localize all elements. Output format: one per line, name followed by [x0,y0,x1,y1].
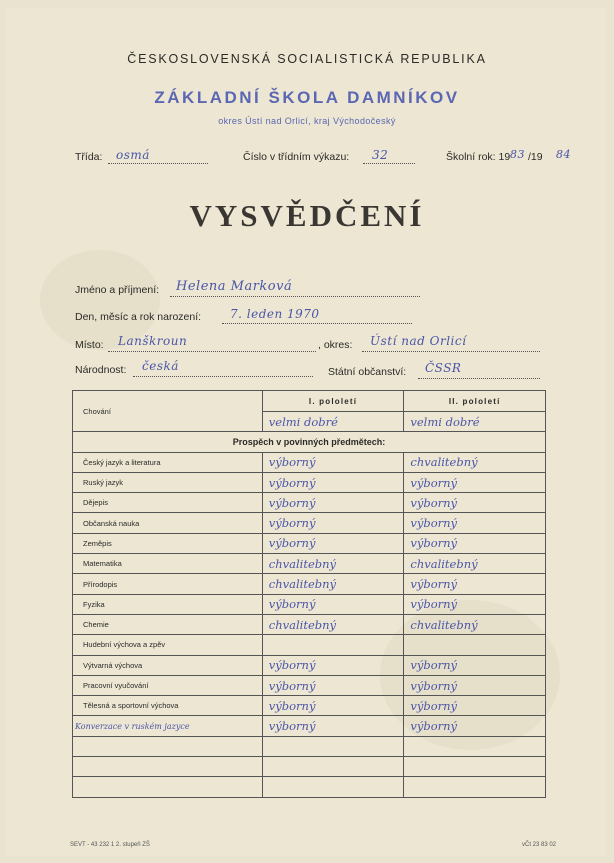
subject-grade-s1-text: výborný [268,698,316,713]
subject-grade-s2 [404,614,546,634]
subject-row [73,533,546,553]
subject-row [73,675,546,695]
subject-grade-s1 [262,452,404,472]
subject-grade-s2-text: výborný [410,516,458,531]
subject-grade-s1-text [263,780,269,794]
subject-grade-s2-text [404,739,410,753]
behavior-grade-s1 [262,412,404,432]
district-dotline [362,351,540,352]
subject-grade-s2 [404,472,546,492]
subject-grade-s2 [404,655,546,675]
subject-name: Fyzika [73,594,263,614]
semester-header-row [73,391,546,412]
subject-grade-s1 [262,513,404,533]
citizenship-value: ČSSR [425,361,462,375]
subject-grade-s2 [404,736,546,756]
section-heading: Prospěch v povinných předmětech: [73,432,546,452]
dob-value: 7. leden 1970 [230,307,320,321]
school-year-label: Školní rok: 19 [446,151,511,163]
nationality-value: česká [142,359,179,373]
footer-print-code: vČt 23 83 02 [522,842,557,848]
name-label: Jméno a příjmení: [75,284,160,296]
subject-row [73,493,546,513]
subject-name: Výtvarná výchova [73,655,263,675]
subject-grade-s1 [262,736,404,756]
subject-grade-s1-text [263,739,269,753]
name-dotline [170,296,420,297]
nationality-dotline [133,376,313,377]
subject-name: Matematika [73,554,263,574]
subject-grade-s2 [404,777,546,797]
subject-grade-s2-text: výborný [410,719,458,734]
subject-grade-s2-text: výborný [410,475,458,490]
subject-grade-s1 [262,533,404,553]
citizenship-dotline [418,378,540,379]
district-label: , okres: [318,339,353,351]
subject-row [73,655,546,675]
subject-grade-s2 [404,452,546,472]
subject-row [73,452,546,472]
subject-row [73,513,546,533]
document-title: VYSVĚDČENÍ [189,198,425,233]
subject-grade-s1 [262,696,404,716]
subject-grade-s2-text: chvalitebný [410,617,478,632]
subject-name: Ruský jazyk [73,472,263,492]
subject-grade-s1 [262,493,404,513]
school-year-from: 83 [510,148,525,161]
subject-grade-s1 [262,614,404,634]
subject-grade-s2-text: výborný [410,577,458,592]
subject-row [73,635,546,655]
subject-grade-s2 [404,493,546,513]
grades-table [72,390,546,798]
subject-grade-s1-text: výborný [268,678,316,693]
subject-grade-s2 [404,757,546,777]
nationality-label: Národnost: [75,364,127,376]
semester1-header: I. pololetí [262,391,404,412]
behavior-grade-s2 [404,412,546,432]
subject-grade-s1-text: výborný [268,536,316,551]
dob-dotline [222,323,412,324]
behavior-label: Chování [73,391,263,432]
class-value: osmá [116,148,150,162]
register-number-value: 32 [372,148,389,162]
subject-row [73,736,546,756]
subject-grade-s2 [404,574,546,594]
behavior-grade-s2-text: velmi dobré [410,414,480,429]
citizenship-label: Státní občanství: [328,366,407,378]
subject-grade-s2-text: výborný [410,698,458,713]
behavior-grade-s1-text: velmi dobré [268,414,338,429]
subject-grade-s2 [404,554,546,574]
subject-grade-s1-text: výborný [268,495,316,510]
subject-name [73,736,263,756]
subject-grade-s2-text: výborný [410,597,458,612]
republic-header: ČESKOSLOVENSKÁ SOCIALISTICKÁ REPUBLIKA [127,52,487,66]
subject-grade-s2-text [404,780,410,794]
subject-grade-s1-text: chvalitebný [268,617,337,632]
subject-grade-s1 [262,757,404,777]
place-label: Místo: [75,339,104,351]
subject-name: Přírodopis [73,574,263,594]
subject-grade-s2 [404,675,546,695]
subject-grade-s1-text: výborný [268,719,316,734]
dob-label: Den, měsíc a rok narození: [75,311,202,323]
subject-grade-s1 [262,635,404,655]
subject-grade-s1-text [263,638,269,652]
subject-row [73,716,546,736]
school-district-stamp: okres Ústí nad Orlicí, kraj Východočeský [218,116,396,126]
subject-row [73,696,546,716]
subject-grade-s1 [262,716,404,736]
subject-grade-s1-text: výborný [268,455,316,470]
subject-grade-s1-text: výborný [268,658,316,673]
subject-grade-s1-text [263,760,269,774]
subject-grade-s2-text [404,638,410,652]
subject-name: Dějepis [73,493,263,513]
subject-row [73,777,546,797]
subject-name: Tělesná a sportovní výchova [73,696,263,716]
subject-row [73,757,546,777]
subject-name: Hudební výchova a zpěv [73,635,263,655]
subject-grade-s1 [262,472,404,492]
subject-grade-s1 [262,554,404,574]
place-dotline [108,351,316,352]
subject-name: Zeměpis [73,533,263,553]
subject-grade-s1 [262,655,404,675]
subject-row [73,554,546,574]
subject-grade-s2-text: výborný [410,658,458,673]
subject-grade-s2-text [404,760,410,774]
subject-grade-s2-text: chvalitebný [410,556,478,571]
class-dotline [108,163,208,164]
subject-row [73,594,546,614]
school-year-to: 84 [556,148,571,161]
subject-grade-s2-text: výborný [410,536,458,551]
subject-name [73,777,263,797]
subject-grade-s1 [262,574,404,594]
semester2-header: II. pololetí [404,391,546,412]
name-value: Helena Marková [176,279,293,294]
subject-grade-s2 [404,635,546,655]
subject-grade-s1 [262,675,404,695]
subject-name [73,757,263,777]
subject-grade-s2-text: výborný [410,678,458,693]
subject-grade-s2 [404,513,546,533]
subject-name: Chemie [73,614,263,634]
subject-row [73,614,546,634]
subject-grade-s2 [404,594,546,614]
class-label: Třída: [75,151,103,163]
school-stamp: ZÁKLADNÍ ŠKOLA DAMNÍKOV [154,88,460,107]
school-year-separator: /19 [528,151,543,163]
subject-grade-s2-text: chvalitebný [410,455,478,470]
subject-grade-s2 [404,533,546,553]
subject-grade-s1-text: výborný [268,475,316,490]
footer-form-code: SEVT - 43 232 1 2. stupeň ZŠ [70,842,150,848]
subject-grade-s1-text: chvalitebný [268,577,337,592]
subject-grade-s1-text: chvalitebný [268,556,337,571]
place-value: Lanškroun [118,334,188,348]
subject-row [73,472,546,492]
subject-grade-s1-text: výborný [268,516,316,531]
subject-name: Občanská nauka [73,513,263,533]
subject-grade-s1 [262,594,404,614]
subject-grade-s2 [404,696,546,716]
register-number-dotline [363,163,415,164]
subject-grade-s2-text: výborný [410,495,458,510]
section-row [73,432,546,452]
register-number-label: Číslo v třídním výkazu: [243,151,350,163]
subject-grade-s2 [404,716,546,736]
subject-grade-s1-text: výborný [268,597,316,612]
district-value: Ústí nad Orlicí [370,334,467,348]
subject-name: Český jazyk a literatura [73,452,263,472]
subject-grade-s1 [262,777,404,797]
subject-name: Pracovní vyučování [73,675,263,695]
subject-name: Konverzace v ruském jazyce [73,716,263,736]
subject-row [73,574,546,594]
